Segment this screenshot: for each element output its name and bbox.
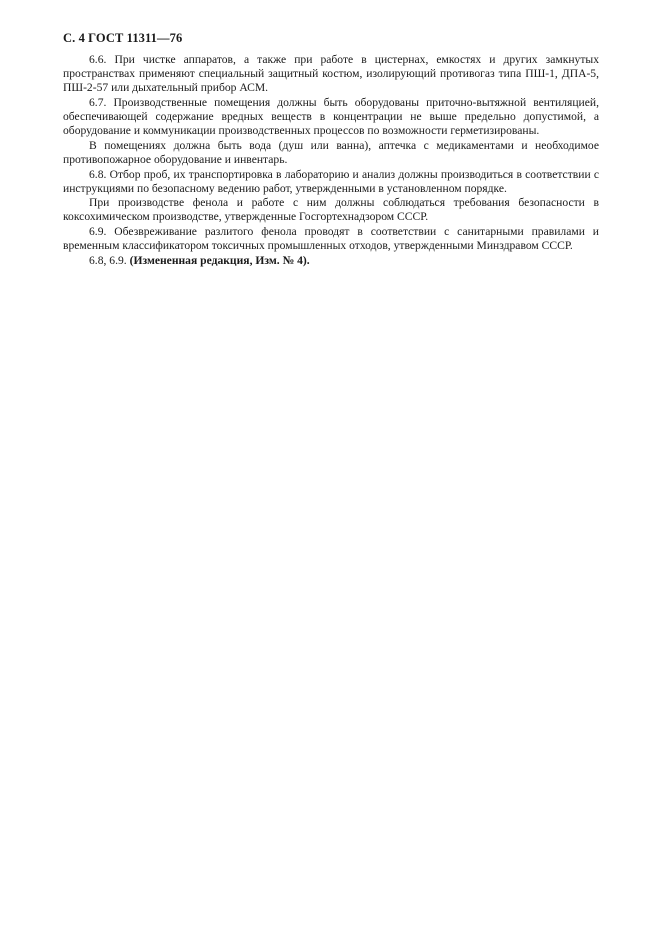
paragraph-water-kit: В помещениях должна быть вода (душ или ванна), аптечка с медикаментами и необходимое противопожарное оборудование и инвентарь. (63, 138, 599, 166)
document-body (63, 53, 599, 268)
paragraph-6-9: 6.9. Обезвреживание разлитого фенола проводят в соответствии с санитарными правилами и временным классификатором токсичных промышленных отходов, утвержденными Минздравом СССР. (63, 225, 599, 253)
amendment-note (63, 254, 599, 268)
paragraph-phenol-safety: При производстве фенола и работе с ним должны соблюдаться требования безопасности в коксохимическом производстве, утвержденные Госгортехнадзором СССР. (63, 196, 599, 224)
paragraph-6-7: 6.7. Производственные помещения должны быть оборудованы приточно-вытяжной вентиляцией, обеспечивающей содержание вредных веществ в концентрации не выше предельно допустимой, а оборудование и коммуникации производственных процессов по возможности герметизированы. (63, 95, 599, 138)
amendment-prefix: 6.8, 6.9. (89, 253, 130, 267)
paragraph-6-8: 6.8. Отбор проб, их транспортировка в лабораторию и анализ должны производиться в соответствии с инструкциями по безопасному ведению работ, утвержденными в установленном порядке. (63, 167, 599, 195)
amendment-text: (Измененная редакция, Изм. № 4). (129, 253, 310, 267)
page-header: С. 4 ГОСТ 11311—76 (63, 31, 183, 45)
paragraph-6-6: 6.6. При чистке аппаратов, а также при работе в цистернах, емкостях и других замкнутых пространствах применяют специальный защитный костюм, изолирующий противогаз типа ПШ-1, ДПА-5, ПШ-2-57 или дыхательный прибор АСМ. (63, 53, 599, 95)
